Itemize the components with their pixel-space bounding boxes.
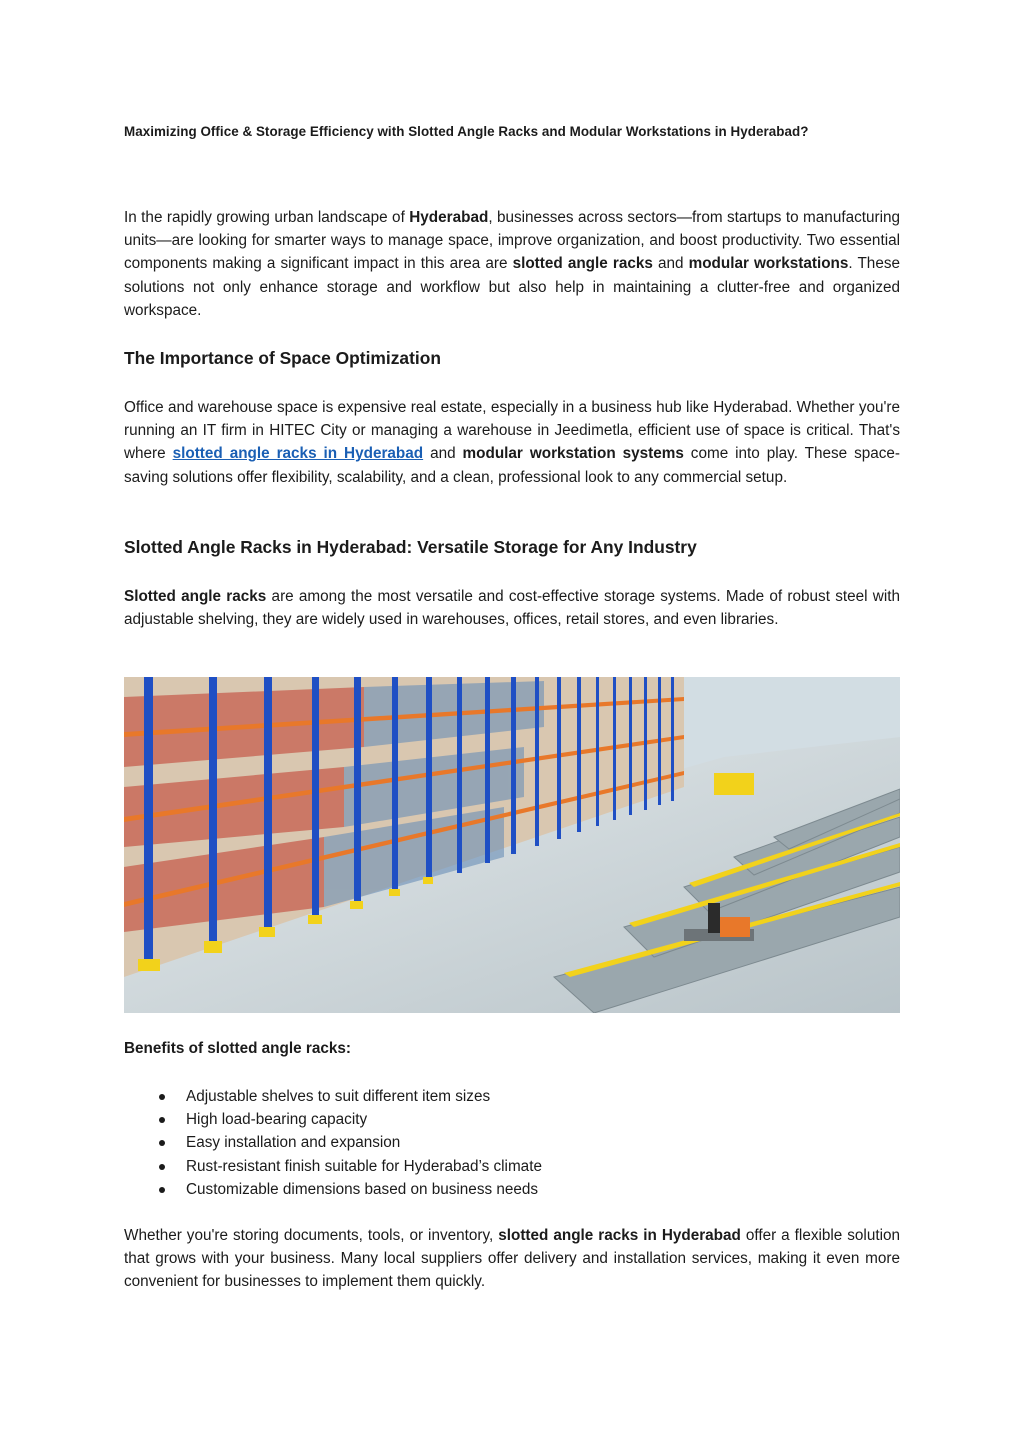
benefits-heading: Benefits of slotted angle racks:	[124, 1040, 351, 1057]
intro-text: , businesses across sectors—from startups to manufacturing units—are looking for smarter ways to manage space, improve organization, and boost productivity. Two essential components making a significant impact in this area are	[124, 209, 900, 273]
warehouse-racks-photo	[124, 677, 900, 1013]
list-item	[124, 1131, 542, 1154]
bullet-icon	[159, 1094, 165, 1100]
section-heading-space-optimization: The Importance of Space Optimization	[124, 348, 441, 368]
document-title: Maximizing Office & Storage Efficiency with Slotted Angle Racks and Modular Workstations in Hyderabad?	[124, 124, 809, 139]
slotted-racks-paragraph	[124, 585, 900, 631]
slotted-angle-racks-link[interactable]: slotted angle racks in Hyderabad	[172, 445, 424, 463]
intro-bold-hyderabad: Hyderabad	[409, 209, 489, 226]
intro-text: and	[652, 255, 689, 273]
paragraph-text: Office and warehouse space is expensive real estate, especially in a business hub like Hyderabad. Whether you're running an IT firm in HITEC City or managing a warehouse in Jeedimetla, efficient use of space is critical. That's where	[124, 399, 900, 463]
bold-slotted-angle-racks: slotted angle racks in Hyderabad	[498, 1227, 741, 1244]
list-item-text: Rust-resistant finish suitable for Hyderabad’s climate	[186, 1157, 542, 1175]
list-item	[124, 1108, 542, 1131]
list-item-text: High load-bearing capacity	[186, 1111, 368, 1129]
paragraph-text: Whether you're storing documents, tools, or inventory,	[124, 1227, 499, 1244]
intro-bold-modular: modular workstations	[688, 255, 849, 273]
closing-paragraph	[124, 1224, 900, 1294]
list-item	[124, 1155, 542, 1178]
bullet-icon	[159, 1140, 165, 1146]
intro-bold-slotted-racks: slotted angle racks	[512, 255, 653, 273]
space-optimization-paragraph	[124, 396, 900, 489]
bullet-icon	[159, 1164, 165, 1170]
list-item-text: Easy installation and expansion	[186, 1134, 401, 1152]
list-item-text: Customizable dimensions based on business needs	[186, 1180, 539, 1198]
intro-text: . These solutions not only enhance storage and workflow but also help in maintaining a clutter-free and organized workspace.	[124, 255, 900, 319]
paragraph-text: offer a flexible solution that grows with your business. Many local suppliers offer delivery and installation services, making it even more convenient for businesses to implement them quickly.	[124, 1227, 901, 1291]
paragraph-text: are among the most versatile and cost-effective storage systems. Made of robust steel with adjustable shelving, they are widely used in warehouses, offices, retail stores, and even libraries.	[124, 588, 900, 629]
paragraph-text: come into play. These space-saving solutions offer flexibility, scalability, and a clean, professional look to any commercial setup.	[124, 445, 900, 486]
bullet-icon	[159, 1117, 165, 1123]
intro-text: In the rapidly growing urban landscape of	[124, 209, 410, 226]
bold-slotted-angle-racks: Slotted angle racks	[124, 588, 267, 605]
bold-modular-workstation: modular workstation systems	[462, 445, 684, 463]
intro-paragraph	[124, 206, 900, 322]
benefits-list	[124, 1085, 542, 1201]
list-item-text: Adjustable shelves to suit different item sizes	[186, 1088, 491, 1105]
paragraph-text: and	[423, 445, 463, 463]
list-item	[124, 1085, 542, 1108]
section-heading-slotted-racks: Slotted Angle Racks in Hyderabad: Versatile Storage for Any Industry	[124, 537, 697, 557]
bullet-icon	[159, 1187, 165, 1193]
list-item	[124, 1178, 542, 1201]
